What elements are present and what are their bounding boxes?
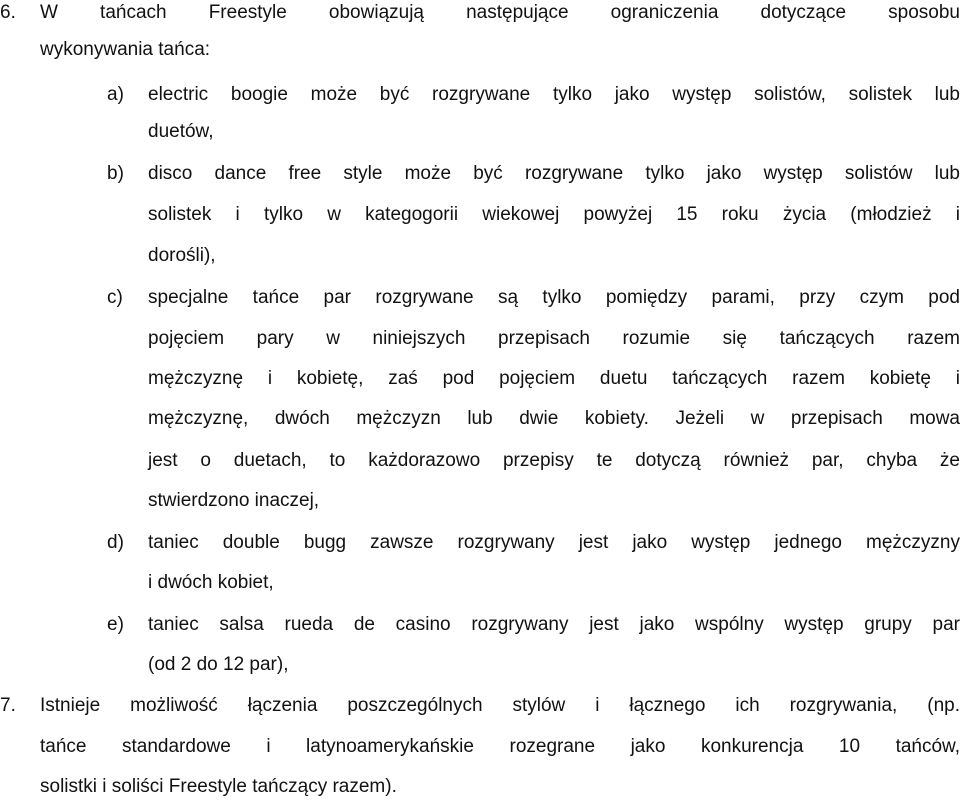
text-line: taniec salsa rueda de casino rozgrywany jest jako wspólny występ grupy par	[148, 614, 960, 635]
text-line: W tańcach Freestyle obowiązują następujące ograniczenia dotyczące sposobu	[40, 2, 960, 23]
text-line: i dwóch kobiet,	[148, 572, 274, 593]
sub-item-marker: b)	[107, 163, 124, 184]
sub-item-marker: d)	[107, 532, 124, 553]
text-line: specjalne tańce par rozgrywane są tylko pomiędzy parami, przy czym pod	[148, 287, 960, 308]
text-line: solistki i soliści Freestyle tańczący razem).	[40, 776, 397, 797]
sub-item-marker: e)	[107, 614, 124, 635]
text-line: electric boogie może być rozgrywane tylko jako występ solistów, solistek lub	[148, 84, 960, 105]
text-line: wykonywania tańca:	[40, 39, 211, 60]
text-line: pojęciem pary w niniejszych przepisach rozumie się tańczących razem	[148, 328, 960, 349]
sub-item-marker: c)	[107, 287, 123, 308]
text-line: mężczyznę, dwóch mężczyzn lub dwie kobiety. Jeżeli w przepisach mowa	[148, 408, 960, 429]
text-line: disco dance free style może być rozgrywane tylko jako występ solistów lub	[148, 163, 960, 184]
text-line: solistek i tylko w kategogorii wiekowej powyżej 15 roku życia (młodzież i	[148, 204, 960, 225]
text-line: jest o duetach, to każdorazowo przepisy te dotyczą również par, chyba że	[148, 450, 960, 471]
text-line: stwierdzono inaczej,	[148, 490, 320, 511]
list-marker: 7.	[0, 695, 16, 716]
sub-item-marker: a)	[107, 84, 124, 105]
text-line: taniec double bugg zawsze rozgrywany jest jako występ jednego mężczyzny	[148, 532, 960, 553]
text-line: duetów,	[148, 121, 214, 142]
list-marker: 6.	[0, 2, 16, 23]
text-line: Istnieje możliwość łączenia poszczególnych stylów i łącznego ich rozgrywania, (np.	[40, 695, 960, 716]
text-line: mężczyznę i kobietę, zaś pod pojęciem duetu tańczących razem kobietę i	[148, 368, 960, 389]
text-line: dorośli),	[148, 245, 216, 266]
text-line: (od 2 do 12 par),	[148, 654, 289, 675]
text-line: tańce standardowe i latynoamerykańskie rozegrane jako konkurencja 10 tańców,	[40, 736, 960, 757]
